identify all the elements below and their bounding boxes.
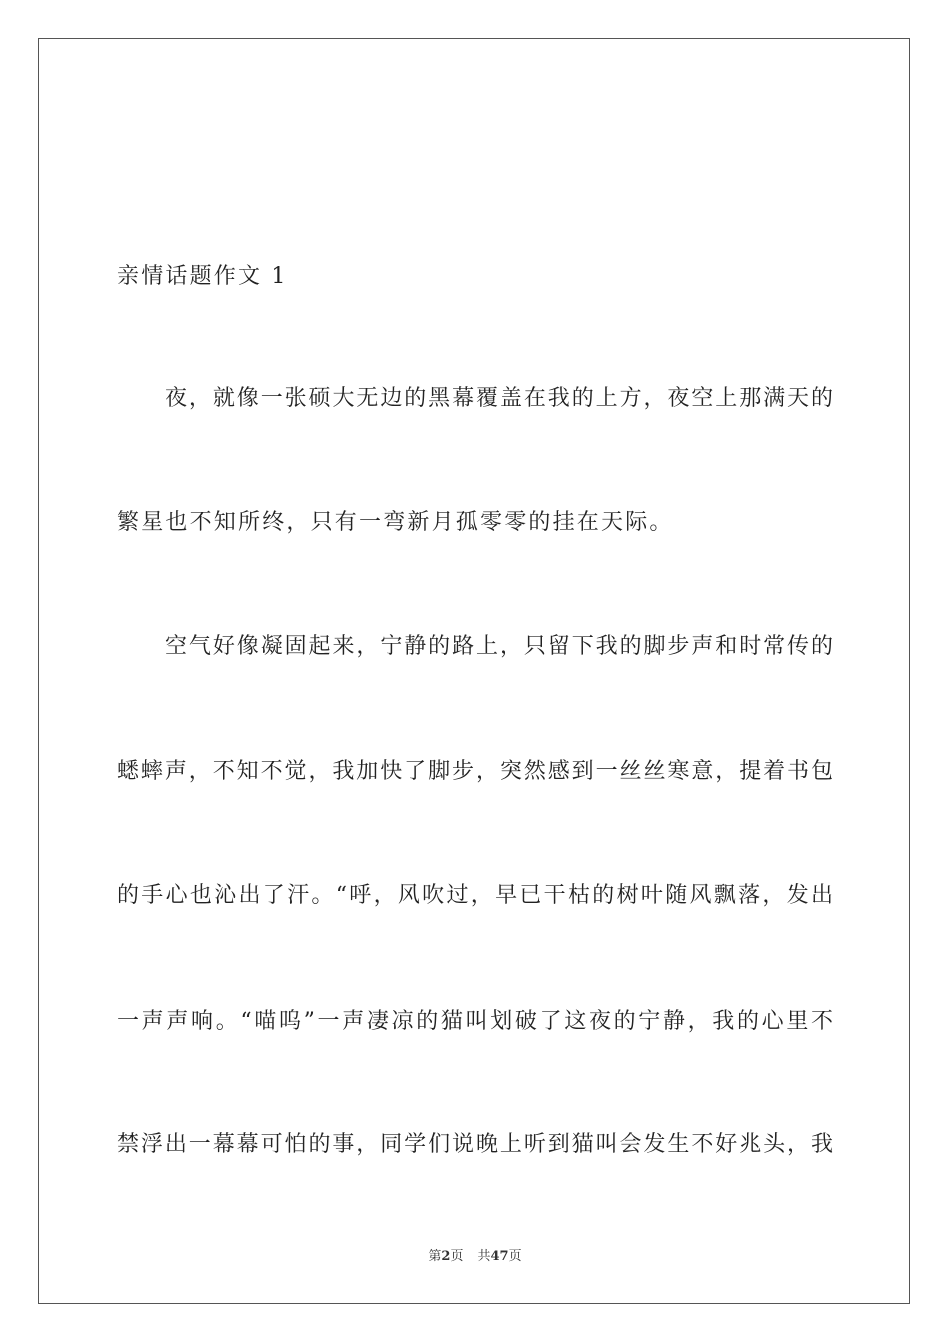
document-title: 亲情话题作文 1: [117, 264, 288, 289]
page-number: 2: [441, 1249, 451, 1264]
page-footer: [0, 1248, 950, 1266]
page-border: [38, 38, 910, 1304]
paragraph-1-line-2: 繁星也不知所终，只有一弯新月孤零零的挂在天际。: [117, 510, 674, 535]
total-prefix: 共: [477, 1249, 491, 1264]
total-pages: 47: [490, 1249, 509, 1264]
paragraph-2-line-1: 空气好像凝固起来，宁静的路上，只留下我的脚步声和时常传的: [165, 634, 833, 659]
paragraph-2-line-5: 禁浮出一幕幕可怕的事，同学们说晚上听到猫叫会发生不好兆头，我: [117, 1132, 833, 1157]
paragraph-2-line-2: 蟋蟀声，不知不觉，我加快了脚步，突然感到一丝丝寒意，提着书包: [117, 759, 833, 784]
page-prefix: 第: [428, 1249, 442, 1264]
page-suffix: 页: [450, 1249, 464, 1264]
paragraph-2-line-3: 的手心也沁出了汗。“呼，风吹过，早已干枯的树叶随风飘落，发出: [117, 883, 833, 908]
paragraph-1-line-1: 夜，就像一张硕大无边的黑幕覆盖在我的上方，夜空上那满天的: [165, 386, 833, 411]
total-suffix: 页: [508, 1249, 522, 1264]
paragraph-2-line-4: 一声声响。“喵呜”一声凄凉的猫叫划破了这夜的宁静，我的心里不: [117, 1009, 833, 1034]
